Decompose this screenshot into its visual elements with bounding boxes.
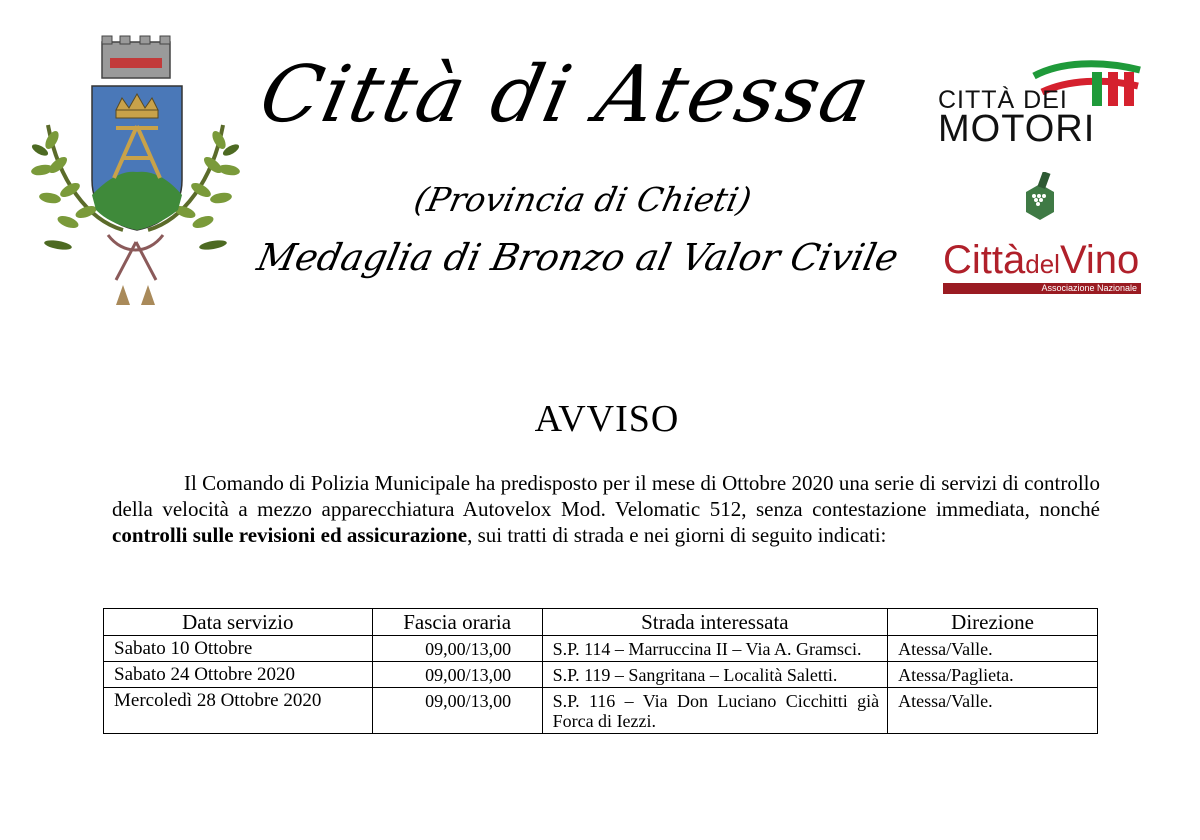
- medal-subtitle: Medaglia di Bronzo al Valor Civile: [253, 236, 903, 279]
- table-header-row: [104, 609, 1098, 636]
- vino-logo-subtitle: Associazione Nazionale: [943, 283, 1141, 294]
- cell-road: S.P. 116 – Via Don Luciano Cicchitti già Forca di Iezzi.: [542, 688, 888, 734]
- table-row: [104, 688, 1098, 734]
- notice-text-bold: controlli sulle revisioni ed assicurazione: [112, 523, 468, 547]
- cell-direction: Atessa/Valle.: [888, 688, 1098, 734]
- cell-direction: Atessa/Valle.: [888, 636, 1098, 662]
- cell-road: S.P. 119 – Sangritana – Località Saletti.: [542, 662, 888, 688]
- header-fascia-oraria: Fascia oraria: [372, 609, 542, 636]
- cell-date: Mercoledì 28 Ottobre 2020: [104, 688, 373, 734]
- cell-time: 09,00/13,00: [372, 636, 542, 662]
- notice-paragraph: [112, 470, 1100, 548]
- header-strada-interessata: Strada interessata: [542, 609, 888, 636]
- table-row: [104, 662, 1098, 688]
- vino-logo-part1: Città: [943, 238, 1026, 282]
- notice-text-before: Il Comando di Polizia Municipale ha predisposto per il mese di Ottobre 2020 una serie di servizi di controllo della velocità a mezzo apparecchiatura Autovelox Mod. Velomatic 512, senza contestazione immediata, nonché: [112, 471, 1100, 521]
- vino-logo-part2: del: [1025, 249, 1060, 279]
- motori-logo-line2: MOTORI: [938, 108, 1096, 150]
- notice-heading: AVVISO: [534, 398, 680, 440]
- province-subtitle: (Provincia di Chieti): [410, 180, 755, 219]
- cell-time: 09,00/13,00: [372, 662, 542, 688]
- vino-logo-part3: Vino: [1059, 238, 1140, 282]
- motori-logo-line1: CITTÀ DEI: [938, 86, 1068, 114]
- header-data-servizio: Data servizio: [104, 609, 373, 636]
- cell-date: Sabato 24 Ottobre 2020: [104, 662, 373, 688]
- service-table: [103, 608, 1098, 734]
- cell-date: Sabato 10 Ottobre: [104, 636, 373, 662]
- cell-direction: Atessa/Paglieta.: [888, 662, 1098, 688]
- coat-of-arms-logo: [28, 30, 243, 320]
- vino-logo-text: [943, 240, 1139, 280]
- notice-text-after: , sui tratti di strada e nei giorni di seguito indicati:: [467, 523, 887, 547]
- wine-bottle-icon: [1020, 172, 1060, 220]
- table-row: [104, 636, 1098, 662]
- city-title: Città di Atessa: [252, 50, 879, 140]
- cell-road: S.P. 114 – Marruccina II – Via A. Gramsci.: [542, 636, 888, 662]
- header-direzione: Direzione: [888, 609, 1098, 636]
- cell-time: 09,00/13,00: [372, 688, 542, 734]
